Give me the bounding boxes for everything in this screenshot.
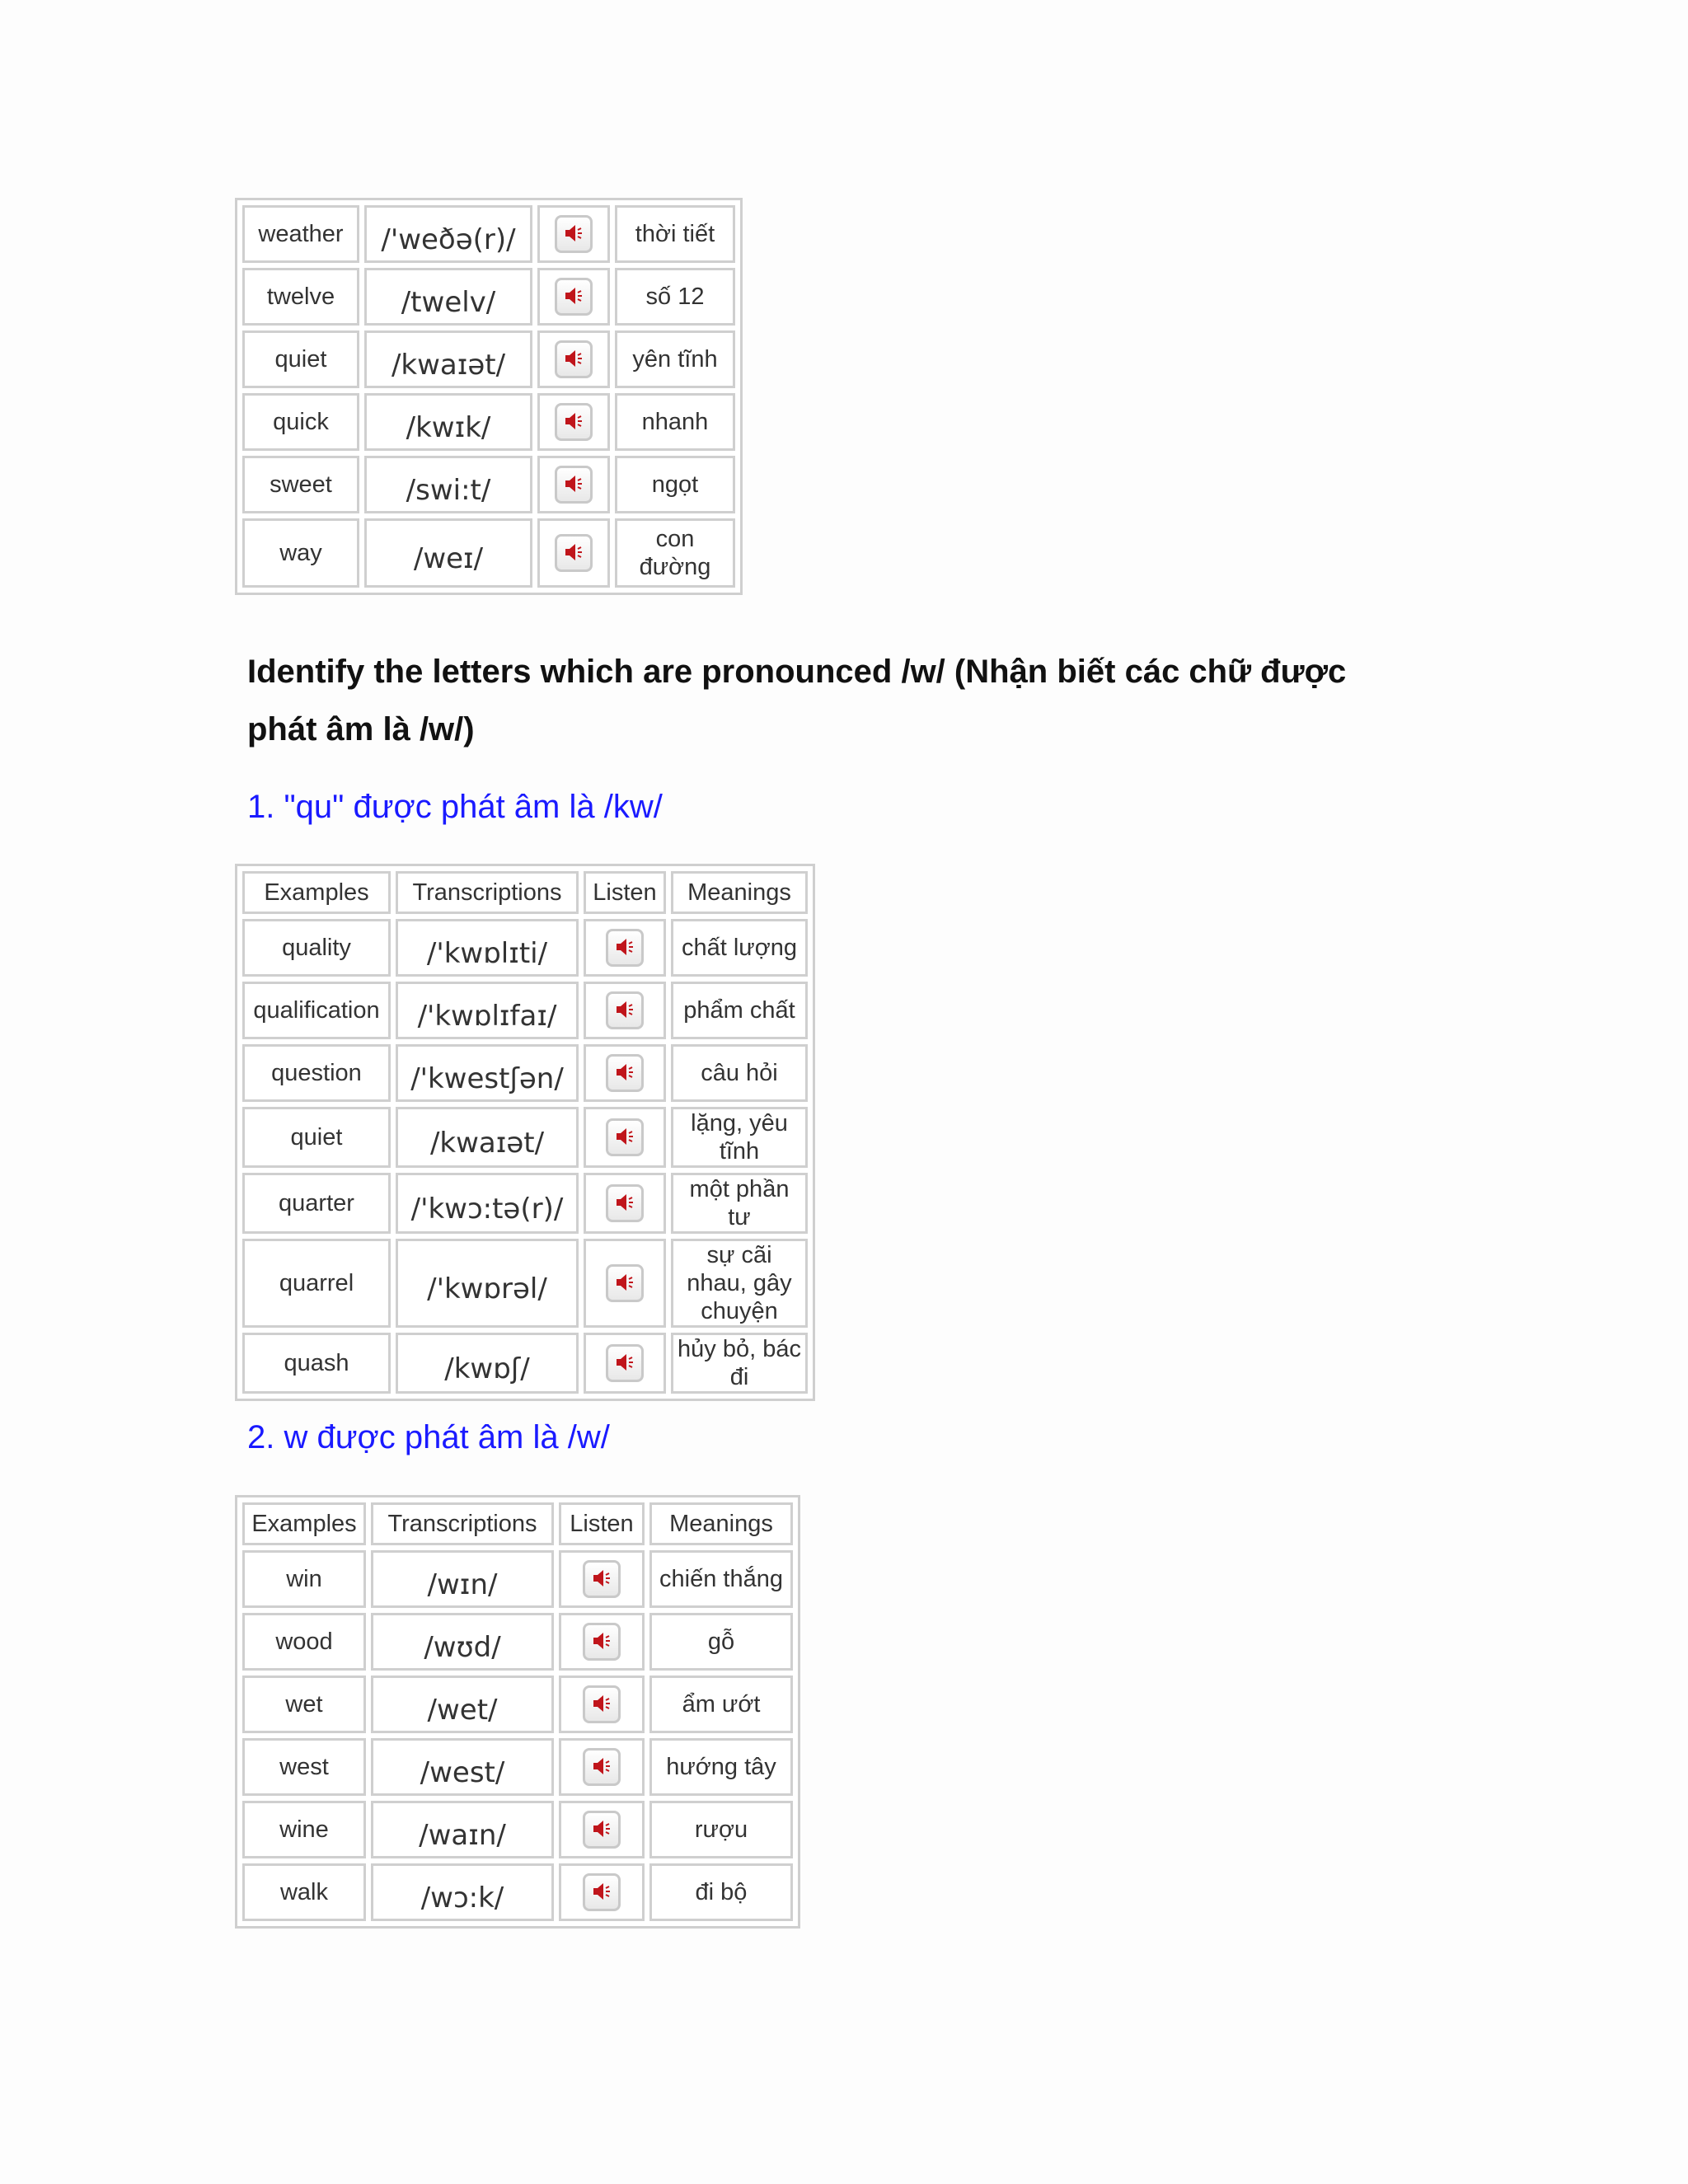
word-cell: wood [242, 1613, 366, 1671]
meaning-cell: chiến thắng [649, 1550, 793, 1608]
transcription-cell: /'kwɒlɪfaɪ/ [396, 982, 579, 1039]
speaker-icon[interactable] [583, 1748, 621, 1786]
word-cell: sweet [242, 456, 359, 513]
transcription-cell: /'kwɒlɪti/ [396, 919, 579, 977]
header-listen: Listen [584, 871, 666, 914]
header-examples: Examples [242, 1502, 366, 1545]
speaker-icon[interactable] [583, 1685, 621, 1723]
word-cell: quarter [242, 1173, 391, 1234]
table-row [242, 1613, 793, 1671]
header-meanings: Meanings [671, 871, 808, 914]
word-cell: quality [242, 919, 391, 977]
meaning-cell: đi bộ [649, 1863, 793, 1921]
transcription-cell: /'kwestʃən/ [396, 1044, 579, 1102]
table-row [242, 1333, 808, 1394]
word-cell: quarrel [242, 1239, 391, 1328]
meaning-cell: số 12 [615, 268, 735, 326]
meaning-cell: nhanh [615, 393, 735, 451]
speaker-icon[interactable] [606, 929, 644, 967]
table-row [242, 330, 735, 388]
speaker-icon[interactable] [606, 1054, 644, 1092]
word-cell: wine [242, 1801, 366, 1858]
speaker-icon[interactable] [583, 1811, 621, 1849]
transcription-cell: /wet/ [371, 1675, 554, 1733]
section-heading-line2: phát âm là /w/) [247, 711, 475, 748]
transcription-cell: /twelv/ [364, 268, 532, 326]
transcription-cell: /'kwɔ:tə(r)/ [396, 1173, 579, 1234]
table-row [242, 518, 735, 588]
transcription-cell: /kwaɪət/ [364, 330, 532, 388]
meaning-cell: con đường [615, 518, 735, 588]
speaker-icon[interactable] [606, 1264, 644, 1302]
vocab-table-qu [235, 864, 815, 1401]
table-row [242, 268, 735, 326]
speaker-icon[interactable] [583, 1873, 621, 1911]
listen-cell [537, 456, 610, 513]
word-cell: quiet [242, 1107, 391, 1168]
listen-cell [559, 1738, 645, 1796]
word-cell: walk [242, 1863, 366, 1921]
listen-cell [537, 268, 610, 326]
meaning-cell: thời tiết [615, 205, 735, 263]
meaning-cell: lặng, yêu tĩnh [671, 1107, 808, 1168]
meaning-cell: câu hỏi [671, 1044, 808, 1102]
table-row [242, 919, 808, 977]
listen-cell [584, 1107, 666, 1168]
speaker-icon[interactable] [606, 1184, 644, 1222]
table-row [242, 205, 735, 263]
word-cell: qualification [242, 982, 391, 1039]
subheading-qu: 1. "qu" được phát âm là /kw/ [247, 789, 663, 825]
transcription-cell: /swi:t/ [364, 456, 532, 513]
meaning-cell: ngọt [615, 456, 735, 513]
listen-cell [559, 1863, 645, 1921]
header-transcriptions: Transcriptions [371, 1502, 554, 1545]
listen-cell [537, 205, 610, 263]
table-row [242, 1863, 793, 1921]
meaning-cell: gỗ [649, 1613, 793, 1671]
meaning-cell: yên tĩnh [615, 330, 735, 388]
listen-cell [584, 1333, 666, 1394]
table-row [242, 1550, 793, 1608]
transcription-cell: /'kwɒrəl/ [396, 1239, 579, 1328]
word-cell: weather [242, 205, 359, 263]
listen-cell [537, 518, 610, 588]
meaning-cell: hủy bỏ, bác đi [671, 1333, 808, 1394]
table-row [242, 1107, 808, 1168]
speaker-icon[interactable] [555, 466, 593, 504]
table-row [242, 1675, 793, 1733]
transcription-cell: /wʊd/ [371, 1613, 554, 1671]
section-heading [247, 643, 1484, 758]
listen-cell [537, 330, 610, 388]
table-row [242, 1801, 793, 1858]
word-cell: win [242, 1550, 366, 1608]
transcription-cell: /kwaɪət/ [396, 1107, 579, 1168]
meaning-cell: một phần tư [671, 1173, 808, 1234]
transcription-cell: /wɔ:k/ [371, 1863, 554, 1921]
transcription-cell: /weɪ/ [364, 518, 532, 588]
transcription-cell: /'weðə(r)/ [364, 205, 532, 263]
speaker-icon[interactable] [606, 1344, 644, 1382]
transcription-cell: /kwɒʃ/ [396, 1333, 579, 1394]
table-row [242, 1738, 793, 1796]
word-cell: quick [242, 393, 359, 451]
vocab-table-w [235, 1495, 800, 1929]
section-heading-line1: Identify the letters which are pronounced /w/ (Nhận biết các chữ được [247, 654, 1347, 690]
word-cell: twelve [242, 268, 359, 326]
meaning-cell: rượu [649, 1801, 793, 1858]
header-meanings: Meanings [649, 1502, 793, 1545]
subheading-w: 2. w được phát âm là /w/ [247, 1419, 610, 1455]
speaker-icon[interactable] [583, 1623, 621, 1661]
speaker-icon[interactable] [555, 215, 593, 253]
listen-cell [559, 1613, 645, 1671]
transcription-cell: /wɪn/ [371, 1550, 554, 1608]
word-cell: quiet [242, 330, 359, 388]
speaker-icon[interactable] [555, 534, 593, 572]
transcription-cell: /kwɪk/ [364, 393, 532, 451]
meaning-cell: phẩm chất [671, 982, 808, 1039]
speaker-icon[interactable] [555, 403, 593, 441]
word-cell: quash [242, 1333, 391, 1394]
meaning-cell: chất lượng [671, 919, 808, 977]
table-row [242, 1173, 808, 1234]
header-transcriptions: Transcriptions [396, 871, 579, 914]
listen-cell [559, 1801, 645, 1858]
table-row [242, 393, 735, 451]
listen-cell [584, 982, 666, 1039]
header-examples: Examples [242, 871, 391, 914]
listen-cell [584, 1239, 666, 1328]
meaning-cell: ẩm ướt [649, 1675, 793, 1733]
vocab-table-1 [235, 198, 743, 595]
table-row [242, 1044, 808, 1102]
speaker-icon[interactable] [555, 340, 593, 378]
header-listen: Listen [559, 1502, 645, 1545]
speaker-icon[interactable] [583, 1560, 621, 1598]
word-cell: question [242, 1044, 391, 1102]
listen-cell [559, 1550, 645, 1608]
listen-cell [584, 1173, 666, 1234]
word-cell: wet [242, 1675, 366, 1733]
table-header-row [242, 871, 808, 914]
transcription-cell: /waɪn/ [371, 1801, 554, 1858]
transcription-cell: /west/ [371, 1738, 554, 1796]
speaker-icon[interactable] [555, 278, 593, 316]
word-cell: west [242, 1738, 366, 1796]
speaker-icon[interactable] [606, 991, 644, 1029]
table-header-row [242, 1502, 793, 1545]
word-cell: way [242, 518, 359, 588]
speaker-icon[interactable] [606, 1118, 644, 1156]
listen-cell [559, 1675, 645, 1733]
meaning-cell: hướng tây [649, 1738, 793, 1796]
meaning-cell: sự cãi nhau, gây chuyện [671, 1239, 808, 1328]
table-row [242, 1239, 808, 1328]
listen-cell [537, 393, 610, 451]
table-row [242, 982, 808, 1039]
table-row [242, 456, 735, 513]
listen-cell [584, 919, 666, 977]
listen-cell [584, 1044, 666, 1102]
